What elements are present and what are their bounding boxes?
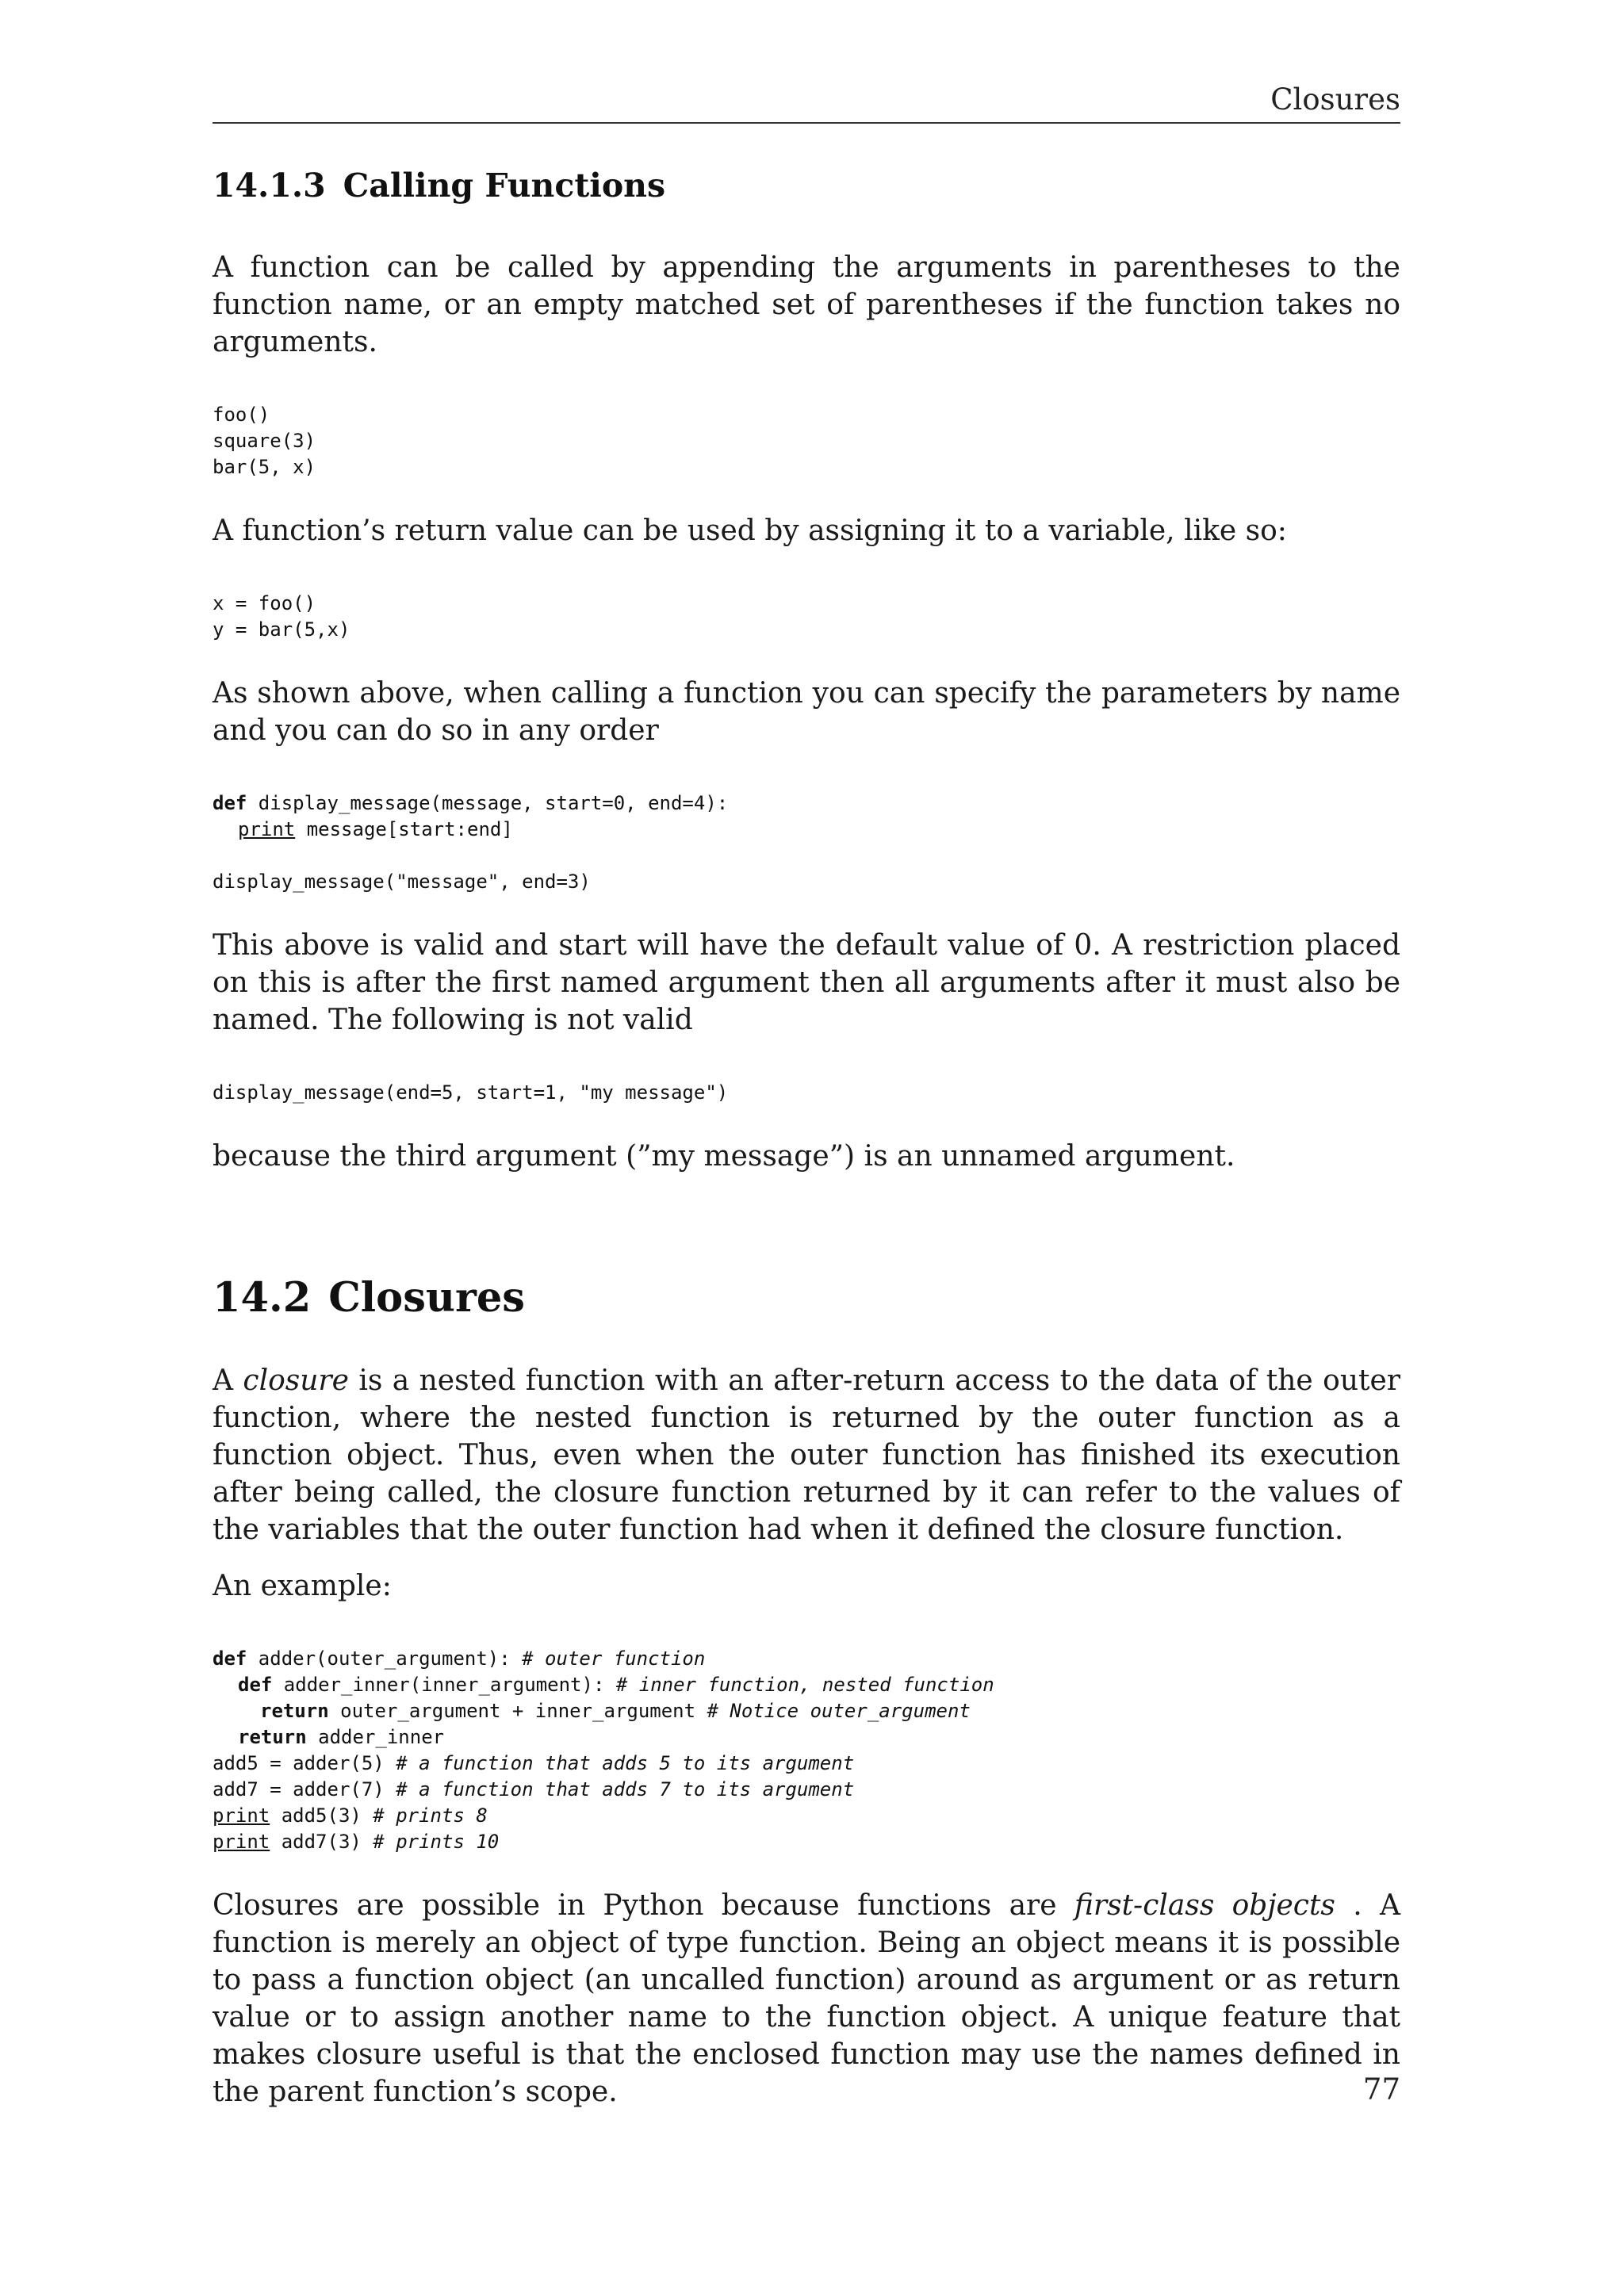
code-block-display-message — [213, 790, 1400, 895]
paragraph-closure-definition — [213, 1362, 1400, 1548]
code-line — [213, 1724, 1400, 1751]
code-line: display_message(end=5, start=1, "my message") — [213, 1081, 729, 1104]
code-line — [213, 817, 1400, 843]
code-line — [213, 1751, 1400, 1777]
code-line — [213, 1777, 1400, 1803]
text-run: A — [213, 1364, 243, 1397]
paragraph-return-value: A function’s return value can be used by assigning it to a variable, like so: — [213, 515, 1287, 547]
subsection-number: 14.1.3 — [213, 166, 326, 205]
code-comment: # outer function — [522, 1647, 706, 1670]
code-keyword: def — [213, 1647, 247, 1670]
code-keyword: def — [213, 792, 247, 814]
page-content — [213, 163, 1400, 2110]
code-comment: # inner function, nested function — [615, 1674, 994, 1696]
code-print-keyword: print — [238, 818, 296, 840]
paragraph-first-class — [213, 1887, 1400, 2110]
code-block-calls — [213, 402, 1400, 480]
subsection-heading — [213, 163, 1400, 208]
code-blank-line — [213, 843, 1400, 869]
section-heading — [213, 1273, 1400, 1322]
code-line: square(3) — [213, 430, 316, 452]
code-text: display_message(message, start=0, end=4): — [247, 792, 729, 814]
text-run: is a nested function with an after-return access to the data of the outer function, where the nested function is returned by the outer function as a function object. Thus, even when the outer function has finished its execution after being called, the closure function returned by it can refer to the values of the variables that the outer function had when it defined the closure function. — [213, 1364, 1400, 1546]
running-header — [213, 82, 1400, 124]
code-text: outer_argument + inner_argument — [328, 1700, 707, 1722]
code-text: add7 = adder(7) — [213, 1778, 396, 1800]
code-keyword: def — [238, 1674, 273, 1696]
text-run: Closures are possible in Python because functions are — [213, 1889, 1074, 1922]
text-run: . A function is merely an object of type function. Being an object means it is possible to pass a function object (an uncalled function) around as argument or as return value or to assign another name to the function object. A unique feature that makes closure useful is that the enclosed function may use the names defined in the parent function’s scope. — [213, 1889, 1400, 2108]
term-closure: closure — [243, 1364, 349, 1397]
running-title: Closures — [1270, 82, 1400, 117]
paragraph-restriction: This above is valid and start will have the default value of 0. A restriction placed on this is after the first named argument then all arguments after it must also be named. The following is not valid — [213, 929, 1400, 1036]
page-number: 77 — [1362, 2072, 1400, 2107]
code-text: adder(outer_argument): — [247, 1647, 523, 1670]
code-text: adder_inner(inner_argument): — [272, 1674, 616, 1696]
code-text: add7(3) — [270, 1831, 373, 1853]
paragraph-calling-intro: A function can be called by appending the arguments in parentheses to the function name, or an empty matched set of parentheses if the function takes no arguments. — [213, 251, 1400, 358]
code-text: adder_inner — [306, 1726, 445, 1748]
paragraph-named-params: As shown above, when calling a function you can specify the parameters by name and you can do so in any order — [213, 677, 1400, 747]
paragraph-unnamed-argument: because the third argument (”my message”) is an unnamed argument. — [213, 1140, 1235, 1173]
code-keyword: return — [260, 1700, 329, 1722]
paragraph-example-label: An example: — [213, 1570, 392, 1602]
section-title-text: Closures — [328, 1274, 526, 1322]
code-comment: # a function that adds 7 to its argument — [396, 1778, 855, 1800]
code-line — [213, 790, 1400, 817]
term-first-class-objects: first-class objects — [1074, 1889, 1335, 1922]
code-line: y = bar(5,x) — [213, 618, 350, 641]
code-line — [213, 1698, 1400, 1724]
code-block-closure-example — [213, 1646, 1400, 1855]
code-comment: # Notice outer_argument — [707, 1700, 971, 1722]
code-line — [213, 1829, 1400, 1855]
code-print-keyword: print — [213, 1804, 270, 1827]
code-print-keyword: print — [213, 1831, 270, 1853]
code-text: message[start:end] — [295, 818, 513, 840]
section-number: 14.2 — [213, 1274, 312, 1322]
code-line: foo() — [213, 404, 270, 426]
code-text: add5 = adder(5) — [213, 1752, 396, 1774]
code-line — [213, 1646, 1400, 1672]
code-comment: # a function that adds 5 to its argument — [396, 1752, 855, 1774]
code-line: x = foo() — [213, 592, 316, 614]
code-comment: # prints 10 — [373, 1831, 500, 1853]
code-line: display_message("message", end=3) — [213, 871, 591, 893]
code-line: bar(5, x) — [213, 456, 316, 478]
code-line — [213, 1672, 1400, 1698]
subsection-title-text: Calling Functions — [343, 166, 666, 205]
code-comment: # prints 8 — [373, 1804, 488, 1827]
code-block-assign — [213, 591, 1400, 643]
code-line — [213, 1803, 1400, 1829]
code-keyword: return — [238, 1726, 307, 1748]
code-block-invalid-call — [213, 1080, 1400, 1106]
code-text: add5(3) — [270, 1804, 373, 1827]
